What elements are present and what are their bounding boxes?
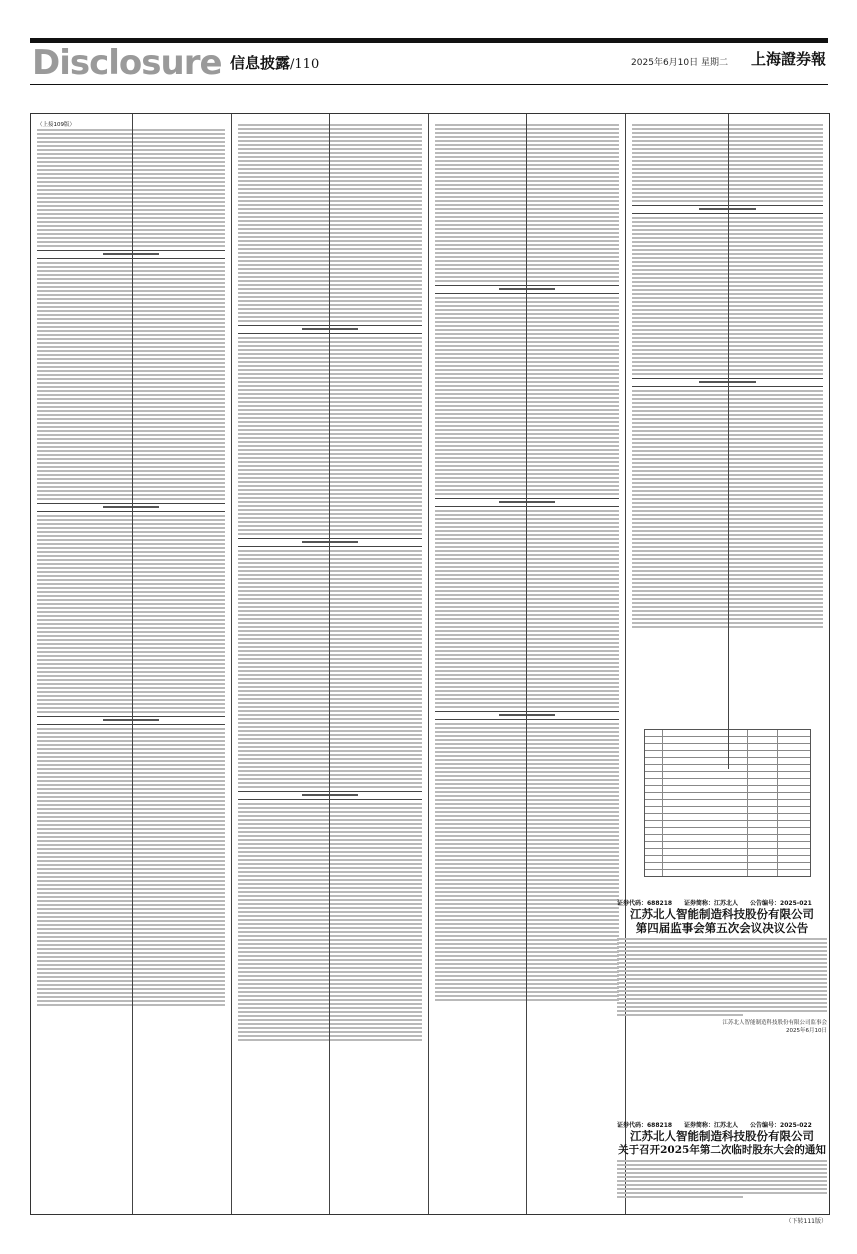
issue-date: 2025年6月10日 星期二 bbox=[631, 58, 728, 68]
masthead bbox=[30, 43, 828, 83]
masthead-rule bbox=[30, 84, 828, 85]
continued-from-note: （上接109版） bbox=[37, 122, 75, 128]
stock-code-line: 证券代码：688218 证券简称：江苏北人 公告编号：2025-022 bbox=[617, 1122, 812, 1129]
column-3-text bbox=[435, 122, 619, 1003]
signature-date: 2025年6月10日 bbox=[786, 1028, 827, 1034]
page-number: /110 bbox=[290, 57, 320, 72]
column-1-text bbox=[37, 120, 225, 1008]
section-name: 信息披露 bbox=[230, 54, 291, 72]
brand-title: Disclosure bbox=[32, 43, 222, 83]
section-header-bar bbox=[435, 285, 619, 294]
continued-to-note: （下转111版） bbox=[785, 1218, 827, 1225]
announcement-shareholder-meeting bbox=[617, 1120, 827, 1200]
newspaper-logo: 上海證券報 bbox=[750, 50, 826, 68]
company-name: 江苏北人智能制造科技股份有限公司 bbox=[630, 907, 814, 921]
column-3 bbox=[429, 114, 625, 1214]
column-divider bbox=[329, 114, 330, 1214]
column-divider bbox=[132, 114, 133, 1214]
stock-code-line: 证券代码：688218 证券简称：江苏北人 公告编号：2025-021 bbox=[617, 900, 812, 907]
announcement-supervisory-board bbox=[617, 898, 827, 1034]
section-header-bar bbox=[238, 538, 422, 547]
section-title bbox=[230, 52, 319, 73]
column-divider bbox=[526, 114, 527, 1214]
column-2-text bbox=[238, 122, 422, 1043]
section-header-bar bbox=[238, 325, 422, 334]
section-header-bar bbox=[435, 498, 619, 507]
section-header-bar bbox=[435, 711, 619, 720]
section-header-bar bbox=[37, 716, 225, 725]
section-header-bar bbox=[37, 250, 225, 259]
column-2 bbox=[232, 114, 428, 1214]
section-header-bar bbox=[37, 503, 225, 512]
page-frame bbox=[30, 113, 830, 1215]
column-1 bbox=[31, 114, 231, 1214]
section-header-bar bbox=[238, 791, 422, 800]
signature: 江苏北人智能制造科技股份有限公司监事会 bbox=[722, 1020, 827, 1026]
announcement-title: 第四届监事会第五次会议决议公告 bbox=[635, 921, 809, 935]
announcement-title: 关于召开2025年第二次临时股东大会的通知 bbox=[618, 1144, 826, 1156]
company-name: 江苏北人智能制造科技股份有限公司 bbox=[630, 1129, 814, 1143]
column-divider bbox=[728, 114, 729, 769]
